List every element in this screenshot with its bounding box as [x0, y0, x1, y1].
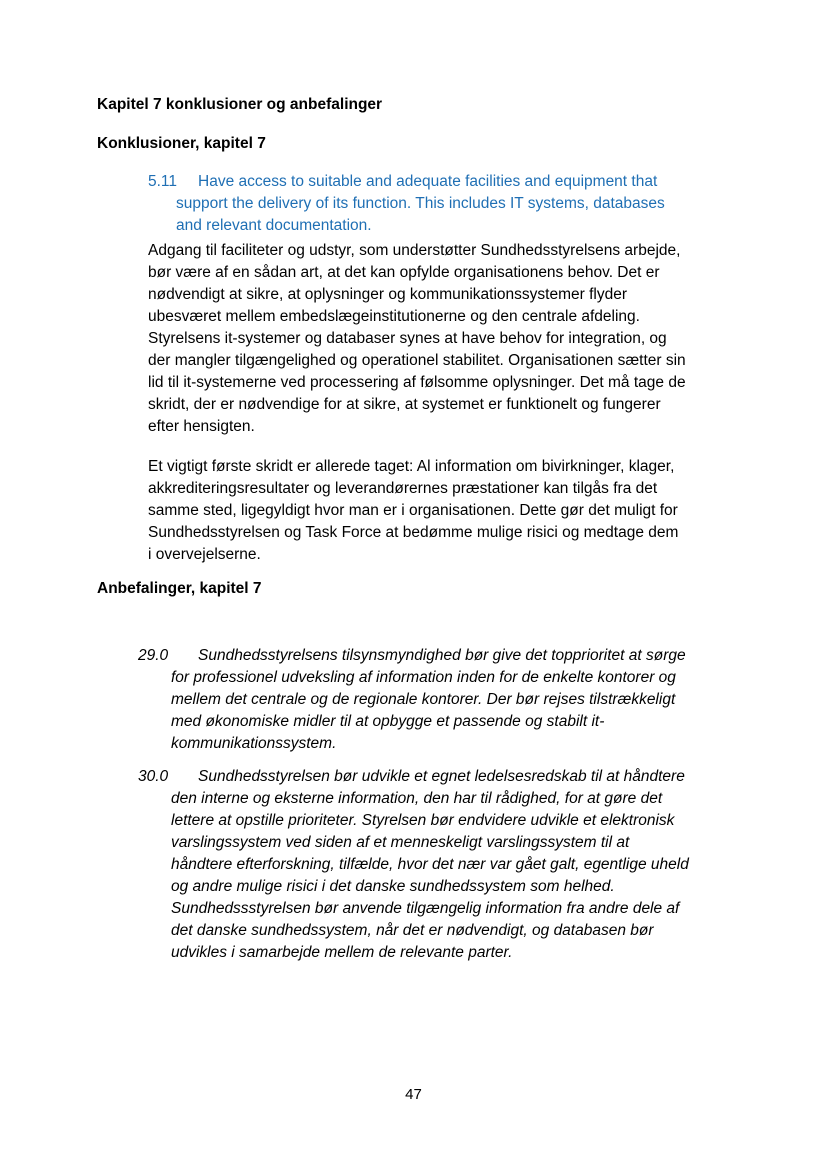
recommendation-line: Sundhedsstyrelsen bør udvikle et egnet ledelsesredskab til at håndtere — [198, 768, 685, 785]
chapter-heading: Kapitel 7 konklusioner og anbefalinger — [97, 96, 383, 113]
recommendation-line: det danske sundhedssystem, når det er nødvendigt, og databasen bør — [171, 922, 654, 939]
recommendation-line: Sundhedssstyrelsen bør anvende tilgængelig information fra andre dele af — [171, 900, 680, 917]
paragraph-line: Sundhedsstyrelsen og Task Force at bedømme mulige risici og medtage dem — [148, 524, 679, 541]
recommendation-line: for professionel udveksling af information inden for de enkelte kontorer og — [171, 669, 676, 686]
recommendation-number: 30.0 — [138, 768, 169, 785]
body-paragraph-1 — [148, 240, 738, 438]
recommendation-number: 29.0 — [138, 647, 169, 664]
conclusion-5-11 — [148, 171, 723, 237]
paragraph-line: nødvendigt at sikre, at oplysninger og kommunikationssystemer flyder — [148, 286, 627, 303]
paragraph-line: lid til it-systemerne ved processering af følsomme oplysninger. Det må tage de — [148, 374, 686, 391]
paragraph-line: akkrediteringsresultater og leverandørernes præstationer kan tilgås fra det — [148, 480, 658, 497]
paragraph-line: skridt, der er nødvendige for at sikre, at systemet er funktionelt og fungerer — [148, 396, 661, 413]
recommendation-line: den interne og eksterne information, den har til rådighed, for at gøre det — [171, 790, 663, 807]
conclusion-line: Have access to suitable and adequate facilities and equipment that — [198, 173, 658, 190]
conclusion-number: 5.11 — [148, 173, 178, 190]
recommendation-29 — [138, 645, 728, 755]
recommendation-line: varslingssystem ved siden af et menneskeligt varslingssystem til at — [171, 834, 630, 851]
recommendation-line: udvikles i samarbejde mellem de relevante parter. — [171, 944, 513, 961]
paragraph-line: bør være af en sådan art, at det kan opfylde organisationens behov. Det er — [148, 264, 660, 281]
paragraph-line: ubesværet mellem embedslægeinstitutionerne og den centrale afdeling. — [148, 308, 640, 325]
recommendation-30 — [138, 766, 728, 964]
recommendation-line: Sundhedsstyrelsens tilsynsmyndighed bør give det topprioritet at sørge — [198, 647, 686, 664]
recommendation-line: mellem det centrale og de regionale kontorer. Der bør rejses tilstrækkeligt — [171, 691, 676, 708]
body-paragraph-2 — [148, 456, 738, 566]
paragraph-line: samme sted, ligegyldigt hvor man er i organisationen. Dette gør det muligt for — [148, 502, 678, 519]
page-number: 47 — [405, 1086, 422, 1103]
conclusion-line: support the delivery of its function. This includes IT systems, databases — [176, 195, 665, 212]
conclusions-heading: Konklusioner, kapitel 7 — [97, 135, 266, 152]
recommendations-heading: Anbefalinger, kapitel 7 — [97, 580, 262, 597]
paragraph-line: Et vigtigt første skridt er allerede taget: Al information om bivirkninger, klager, — [148, 458, 675, 475]
paragraph-line: efter hensigten. — [148, 418, 255, 435]
paragraph-line: Adgang til faciliteter og udstyr, som understøtter Sundhedsstyrelsens arbejde, — [148, 242, 681, 259]
recommendation-line: og andre mulige risici i det danske sundhedssystem som helhed. — [171, 878, 615, 895]
paragraph-line: der mangler tilgængelighed og operationel stabilitet. Organisationen sætter sin — [148, 352, 686, 369]
conclusion-line: and relevant documentation. — [176, 217, 372, 234]
recommendation-line: lettere at opstille prioriteter. Styrelsen bør endvidere udvikle et elektronisk — [171, 812, 675, 829]
recommendation-line: håndtere efterforskning, tilfælde, hvor det nær var gået galt, egentlige uheld — [171, 856, 689, 873]
paragraph-line: Styrelsens it-systemer og databaser synes at have behov for integration, og — [148, 330, 667, 347]
recommendation-line: med økonomiske midler til at opbygge et passende og stabilt it- — [171, 713, 605, 730]
recommendation-line: kommunikationssystem. — [171, 735, 337, 752]
paragraph-line: i overvejelserne. — [148, 546, 261, 563]
